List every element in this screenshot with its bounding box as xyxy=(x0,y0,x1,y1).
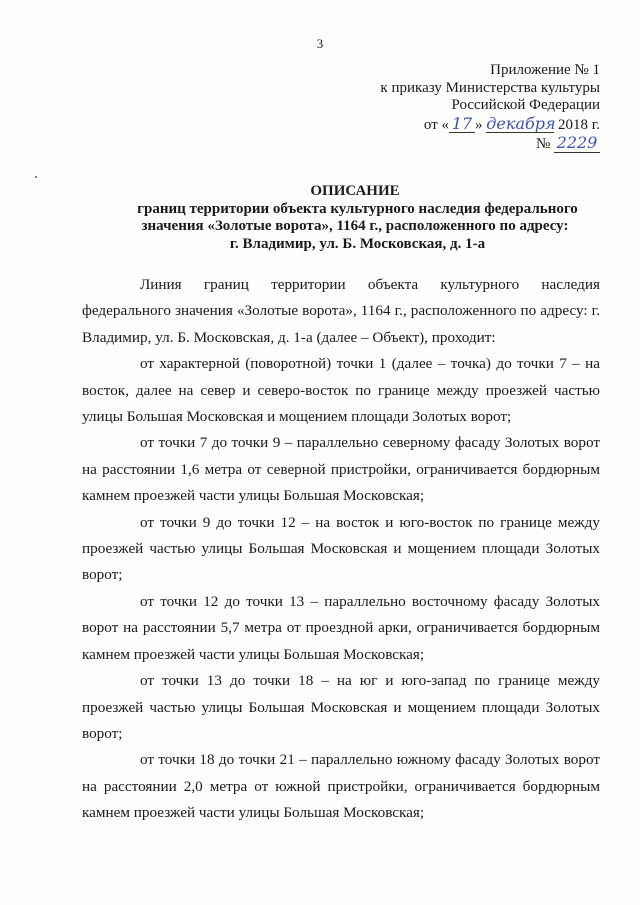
appendix-date-line xyxy=(380,115,600,135)
appendix-line-2: к приказу Министерства культуры xyxy=(380,79,600,96)
date-prefix: от « xyxy=(423,116,450,133)
paragraph: Линия границ территории объекта культурного наследия федерального значения «Золотые ворота», 1164 г., расположенного по адресу: г. Владимир, ул. Б. Московская, д. 1-а (далее – Объект), проходит: xyxy=(82,276,600,346)
date-month-handwritten: декабря xyxy=(486,113,556,133)
title-line-2: значения «Золотые ворота», 1164 г., расположенного по адресу: xyxy=(141,218,569,234)
number-prefix: № xyxy=(535,136,551,152)
title-line-3: г. Владимир, ул. Б. Московская, д. 1-а xyxy=(229,235,486,252)
paragraph: от точки 13 до точки 18 – на юг и юго-запад по границе между проезжей частью улицы Большая Московская и мощением площади Золотых ворот; xyxy=(82,672,600,742)
date-mid: » xyxy=(475,116,483,133)
paragraph: от характерной (поворотной) точки 1 (далее – точка) до точки 7 – на восток, далее на север и северо-восток по границе между проезжей частью улицы Большая Московская и мощением площади Золотых ворот; xyxy=(82,355,600,426)
date-day-handwritten: 17 xyxy=(449,115,475,134)
appendix-line-3: Российской Федерации xyxy=(451,97,600,113)
appendix-line-1: Приложение № 1 xyxy=(490,62,600,78)
title-line-1: границ территории объекта культурного наследия федерального xyxy=(137,200,578,217)
paragraph: от точки 12 до точки 13 – параллельно восточному фасаду Золотых ворот на расстоянии 5,7 метра от проездной арки, ограничивается бордюрным камнем проезжей части улицы Большая Московская; xyxy=(82,592,600,663)
order-number-handwritten: 2229 xyxy=(554,134,600,153)
page-number: 3 xyxy=(316,36,324,51)
document-heading: ОПИСАНИЕ xyxy=(310,183,400,199)
title-block xyxy=(0,183,640,253)
paragraph: от точки 7 до точки 9 – параллельно северному фасаду Золотых ворот на расстоянии 1,6 метра от северной пристройки, ограничивается бордюрным камнем проезжей части улицы Большая Московская; xyxy=(82,434,600,505)
paragraph: от точки 18 до точки 21 – параллельно южному фасаду Золотых ворот на расстоянии 2,0 метра от южной пристройки, ограничивается бордюрным камнем проезжей части улицы Большая Московская; xyxy=(82,751,600,822)
paragraph: от точки 9 до точки 12 – на восток и юго-восток по границе между проезжей частью улицы Большая Московская и мощением площади Золотых ворот; xyxy=(82,513,600,584)
body-text xyxy=(82,272,600,827)
date-year: 2018 г. xyxy=(558,116,600,133)
appendix-block xyxy=(380,62,600,154)
appendix-number-line xyxy=(380,134,600,154)
scan-speck xyxy=(35,176,37,178)
